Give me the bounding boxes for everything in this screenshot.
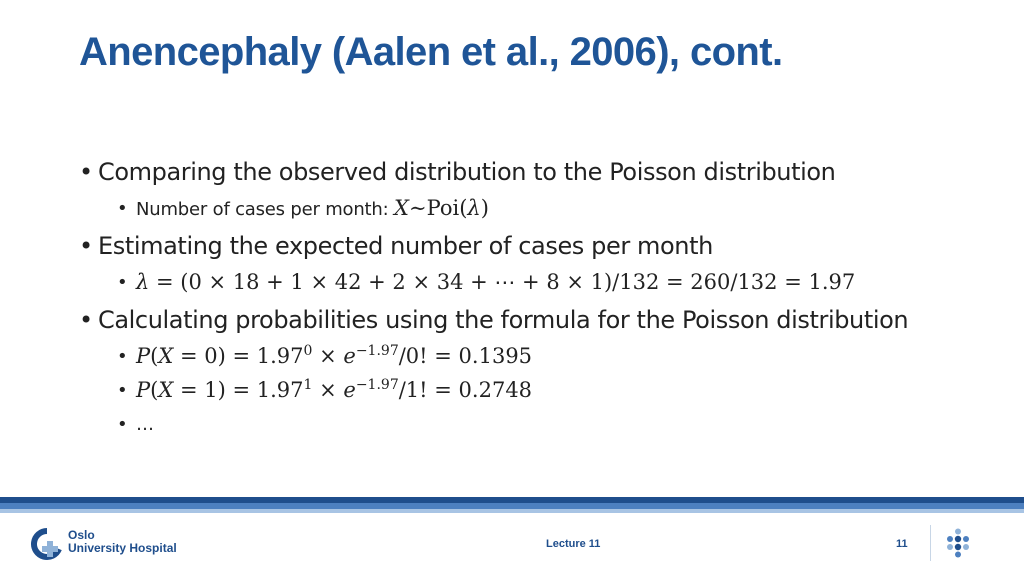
- hospital-logo-text: Oslo University Hospital: [68, 528, 177, 555]
- bullet-text: Number of cases per month:: [136, 199, 395, 220]
- slide-title: Anencephaly (Aalen et al., 2006), cont.: [79, 30, 783, 74]
- slide-content: [79, 152, 999, 441]
- math-poisson-dist: X∼Poi(λ): [394, 196, 489, 220]
- bullet-calculating: [79, 300, 999, 340]
- math-p-x-0: $P(X = 0) = 1.97^0 \times e^{-1.97}/0$! = 0.1395: [136, 343, 533, 368]
- hospital-logo-icon: [30, 527, 64, 561]
- math-lambda-estimate: λ = (0 × 18 + 1 × 42 + 2 × 34 + ⋯ + 8 × 1)/132 = 260/132 = 1.97: [136, 270, 856, 294]
- bullet-text: Comparing the observed distribution to the Poisson distribution: [98, 158, 836, 186]
- bullet-p0: [117, 340, 999, 374]
- bullet-comparing: [79, 152, 999, 192]
- bullet-p1: [117, 374, 999, 408]
- dots-logo-icon: [944, 528, 974, 558]
- footer-divider: [930, 525, 931, 561]
- bullet-estimating: [79, 226, 999, 266]
- bullet-text: Estimating the expected number of cases per month: [98, 232, 713, 260]
- bullet-text: Calculating probabilities using the formula for the Poisson distribution: [98, 306, 909, 334]
- math-p-x-1: $P(X = 1) = 1.97^1 \times e^{-1.97}/1$! = 0.2748: [136, 377, 533, 402]
- bullet-ellipsis: [117, 408, 999, 441]
- bullet-text: …: [136, 414, 154, 435]
- footer-band-light: [0, 509, 1024, 513]
- page-number: 11: [896, 538, 908, 550]
- bullet-cases-per-month: [117, 192, 999, 226]
- hospital-logo: [30, 527, 190, 563]
- footer-lecture-label: Lecture 11: [546, 538, 601, 550]
- bullet-lambda-formula: [117, 266, 999, 300]
